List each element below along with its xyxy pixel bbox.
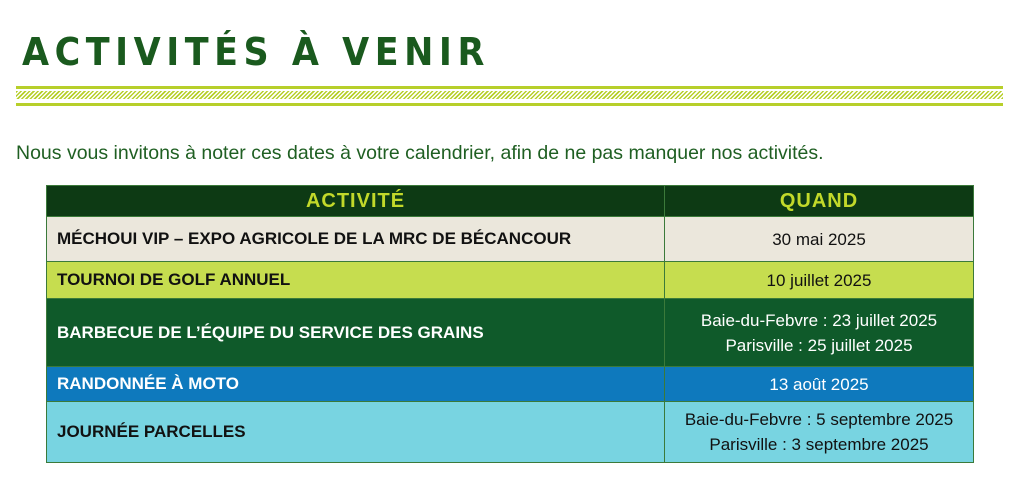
table-row xyxy=(47,367,974,402)
date-cell xyxy=(665,217,974,262)
table-row xyxy=(47,299,974,367)
date-cell xyxy=(665,299,974,367)
date-line: Baie-du-Febvre : 5 septembre 2025 xyxy=(684,410,954,429)
date-cell xyxy=(665,262,974,299)
table-header-row xyxy=(47,186,974,217)
page-title: ACTIVITÉS À VENIR xyxy=(22,30,490,74)
activities-table xyxy=(46,185,974,463)
activity-cell: JOURNÉE PARCELLES xyxy=(47,402,665,463)
date-line: 10 juillet 2025 xyxy=(766,270,872,290)
table-row xyxy=(47,217,974,262)
title-divider xyxy=(16,86,1003,106)
activity-cell: TOURNOI DE GOLF ANNUEL xyxy=(47,262,665,299)
table-row xyxy=(47,262,974,299)
date-line: 30 mai 2025 xyxy=(772,229,866,249)
date-cell xyxy=(665,402,974,463)
activity-cell: BARBECUE DE L’ÉQUIPE DU SERVICE DES GRAINS xyxy=(47,299,665,367)
date-line: 13 août 2025 xyxy=(769,374,869,394)
date-cell xyxy=(665,367,974,402)
table-row xyxy=(47,402,974,463)
activity-cell: MÉCHOUI VIP – EXPO AGRICOLE DE LA MRC DE BÉCANCOUR xyxy=(47,217,665,262)
intro-text: Nous vous invitons à noter ces dates à votre calendrier, afin de ne pas manquer nos activités. xyxy=(16,142,824,164)
column-header-when: QUAND xyxy=(665,186,974,217)
activity-cell: RANDONNÉE À MOTO xyxy=(47,367,665,402)
date-line: Parisville : 3 septembre 2025 xyxy=(709,435,929,454)
date-line: Baie-du-Febvre : 23 juillet 2025 xyxy=(700,310,938,330)
column-header-activity: ACTIVITÉ xyxy=(47,186,665,217)
date-line: Parisville : 25 juillet 2025 xyxy=(725,335,913,355)
